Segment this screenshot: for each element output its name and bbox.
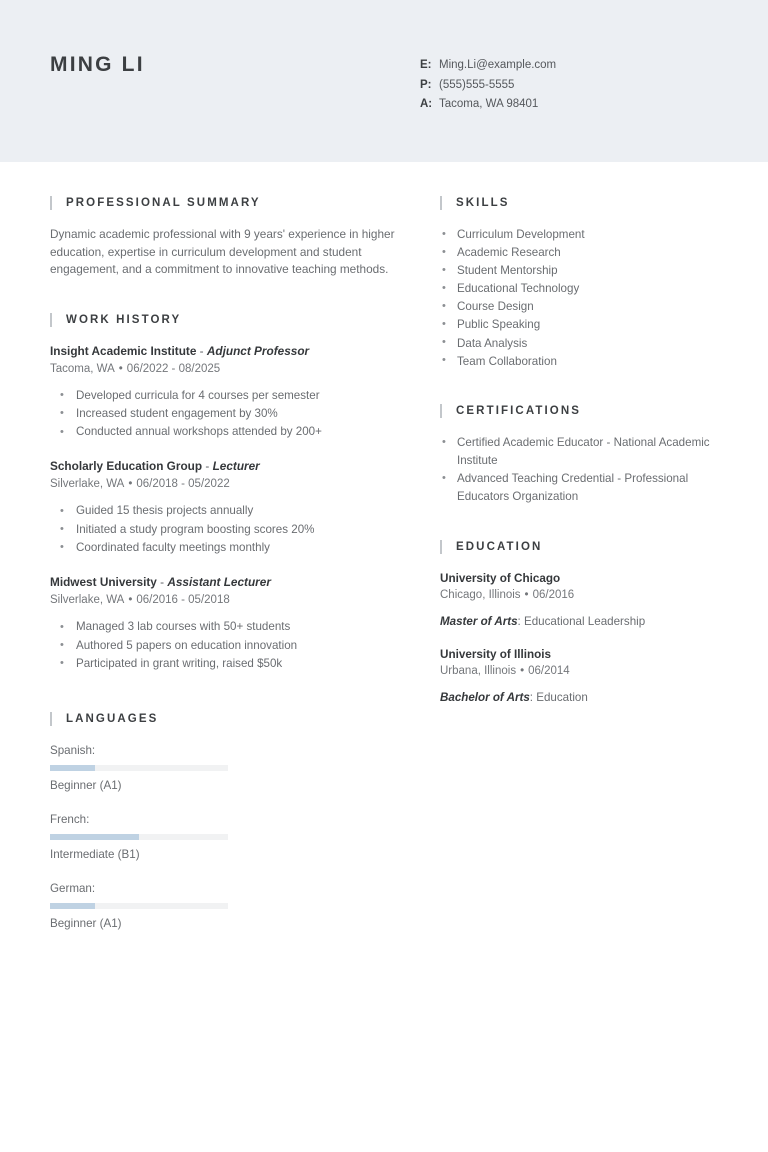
summary-text: Dynamic academic professional with 9 years' experience in higher education, expertise in curriculum development and student engagement, and a commitment to innovative teaching methods.	[50, 227, 395, 276]
language-name: Spanish:	[50, 744, 96, 758]
list-item: • Managed 3 lab courses with 50+ students	[50, 618, 398, 636]
section-marker-icon	[440, 540, 442, 554]
job-dates: 06/2022 - 08/2025	[126, 362, 221, 375]
education-degree-line	[440, 613, 738, 630]
list-item: • Data Analysis	[440, 335, 738, 353]
work-entry	[50, 343, 398, 442]
certifications-list	[440, 434, 738, 505]
list-item: • Student Mentorship	[440, 262, 738, 280]
languages-grid	[50, 742, 398, 949]
degree-separator: :	[517, 614, 524, 628]
meta-separator: •	[118, 362, 123, 375]
meta-separator: •	[128, 594, 133, 607]
work-entry	[50, 574, 398, 673]
education-school: University of Illinois	[440, 647, 552, 661]
education-field: Educational Leadership	[523, 614, 646, 628]
job-title-line	[50, 574, 398, 591]
language-name: German:	[50, 882, 96, 896]
education-location: Chicago, Illinois	[440, 588, 521, 601]
language-proficiency-fill	[50, 903, 95, 909]
contact-block	[420, 52, 556, 115]
education-meta-line	[440, 663, 738, 680]
section-marker-icon	[50, 712, 52, 726]
contact-row-email	[420, 56, 556, 76]
list-item: • Initiated a study program boosting scores 20%	[50, 521, 398, 539]
degree-separator: :	[529, 690, 537, 704]
education-field: Education	[536, 690, 588, 704]
language-proficiency-bar	[50, 834, 228, 840]
resume-header	[0, 0, 768, 162]
spacer	[440, 374, 738, 404]
section-title-education: EDUCATION	[456, 540, 543, 553]
list-item: • Academic Research	[440, 244, 738, 262]
right-column	[420, 196, 768, 953]
work-entry	[50, 458, 398, 557]
list-item: • Increased student engagement by 30%	[50, 405, 398, 423]
contact-row-address	[420, 95, 556, 115]
education-school: University of Chicago	[440, 571, 561, 585]
list-item: • Certified Academic Educator - National Academic Institute	[440, 434, 738, 469]
education-entry	[440, 646, 738, 706]
section-title-skills: SKILLS	[456, 197, 510, 209]
language-item	[50, 811, 246, 863]
education-meta-line	[440, 587, 738, 604]
section-skills	[440, 196, 738, 370]
education-date: 06/2016	[532, 588, 575, 601]
language-proficiency-bar	[50, 903, 228, 909]
spacer	[50, 690, 398, 712]
list-item: • Participated in grant writing, raised $50k	[50, 655, 398, 673]
list-item: • Coordinated faculty meetings monthly	[50, 539, 398, 557]
contact-phone[interactable]: (555)555-5555	[439, 78, 515, 91]
section-education	[440, 540, 738, 706]
job-title-line	[50, 458, 398, 475]
contact-row-phone	[420, 76, 556, 96]
languages-wrap	[50, 742, 398, 949]
job-dash: -	[202, 459, 213, 474]
job-role: Adjunct Professor	[206, 343, 310, 358]
language-proficiency-fill	[50, 765, 95, 771]
meta-separator: •	[128, 478, 133, 491]
meta-separator: •	[520, 664, 525, 677]
job-dash: -	[156, 575, 168, 590]
section-heading	[50, 196, 398, 210]
list-item: • Guided 15 thesis projects annually	[50, 502, 398, 520]
contact-email[interactable]: Ming.Li@example.com	[439, 59, 557, 71]
job-role: Lecturer	[212, 459, 260, 474]
job-dates: 06/2018 - 05/2022	[136, 478, 230, 491]
section-heading	[440, 196, 738, 210]
section-heading	[440, 404, 738, 418]
section-title-work-history: WORK HISTORY	[66, 313, 182, 326]
language-proficiency-bar	[50, 765, 228, 771]
spacer	[440, 510, 738, 540]
meta-separator: •	[524, 588, 529, 601]
list-item: • Public Speaking	[440, 316, 738, 334]
job-bullet-list	[50, 387, 398, 442]
job-meta-line	[50, 592, 398, 609]
candidate-name: MING LI	[50, 53, 145, 76]
language-proficiency-fill	[50, 834, 139, 840]
section-work-history	[50, 313, 398, 674]
job-location: Silverlake, WA	[50, 594, 125, 607]
job-bullet-list	[50, 618, 398, 673]
list-item: • Team Collaboration	[440, 353, 738, 371]
job-company: Midwest University	[50, 575, 157, 590]
language-level: Intermediate (B1)	[50, 848, 140, 862]
education-date: 06/2014	[528, 664, 570, 677]
section-title-professional-summary: PROFESSIONAL SUMMARY	[66, 197, 261, 209]
education-degree-line	[440, 689, 738, 706]
list-item: • Course Design	[440, 298, 738, 316]
language-item	[50, 742, 246, 794]
section-marker-icon	[440, 404, 442, 418]
job-company: Scholarly Education Group	[50, 459, 203, 474]
list-item: • Advanced Teaching Credential - Professional Educators Organization	[440, 470, 738, 505]
language-level: Beginner (A1)	[50, 917, 122, 931]
list-item: • Authored 5 papers on education innovation	[50, 637, 398, 655]
list-item: • Educational Technology	[440, 280, 738, 298]
list-item: • Conducted annual workshops attended by 200+	[50, 423, 398, 441]
section-marker-icon	[440, 196, 442, 210]
list-item: • Curriculum Development	[440, 226, 738, 244]
job-location: Tacoma, WA	[50, 362, 115, 375]
section-heading	[50, 712, 398, 726]
job-meta-line	[50, 361, 398, 378]
section-professional-summary	[50, 196, 398, 279]
address-icon: A:	[420, 98, 433, 110]
section-marker-icon	[50, 196, 52, 210]
section-title-languages: LANGUAGES	[66, 713, 159, 726]
section-heading	[440, 540, 738, 554]
job-bullet-list	[50, 502, 398, 557]
language-item	[50, 880, 246, 932]
section-marker-icon	[50, 313, 52, 327]
phone-icon: P:	[420, 78, 432, 91]
education-degree: Bachelor of Arts	[440, 690, 530, 704]
email-icon: E:	[420, 59, 432, 71]
skills-list	[440, 226, 738, 370]
language-name: French:	[50, 813, 90, 827]
resume-body	[0, 162, 768, 953]
section-languages	[50, 712, 398, 949]
list-item: • Developed curricula for 4 courses per semester	[50, 387, 398, 405]
section-title-certifications: CERTIFICATIONS	[456, 405, 582, 418]
job-company: Insight Academic Institute	[50, 343, 197, 358]
education-degree: Master of Arts	[440, 614, 518, 628]
spacer	[50, 283, 398, 313]
job-dates: 06/2016 - 05/2018	[136, 594, 230, 607]
contact-address: Tacoma, WA 98401	[439, 98, 539, 110]
education-location: Urbana, Illinois	[440, 664, 517, 677]
job-dash: -	[196, 343, 207, 358]
section-heading	[50, 313, 398, 327]
job-location: Silverlake, WA	[50, 478, 125, 491]
job-role: Assistant Lecturer	[167, 575, 271, 590]
education-entry	[440, 570, 738, 630]
left-column	[0, 196, 420, 953]
section-certifications	[440, 404, 738, 505]
job-title-line	[50, 343, 398, 360]
job-meta-line	[50, 476, 398, 493]
language-level: Beginner (A1)	[50, 779, 122, 793]
